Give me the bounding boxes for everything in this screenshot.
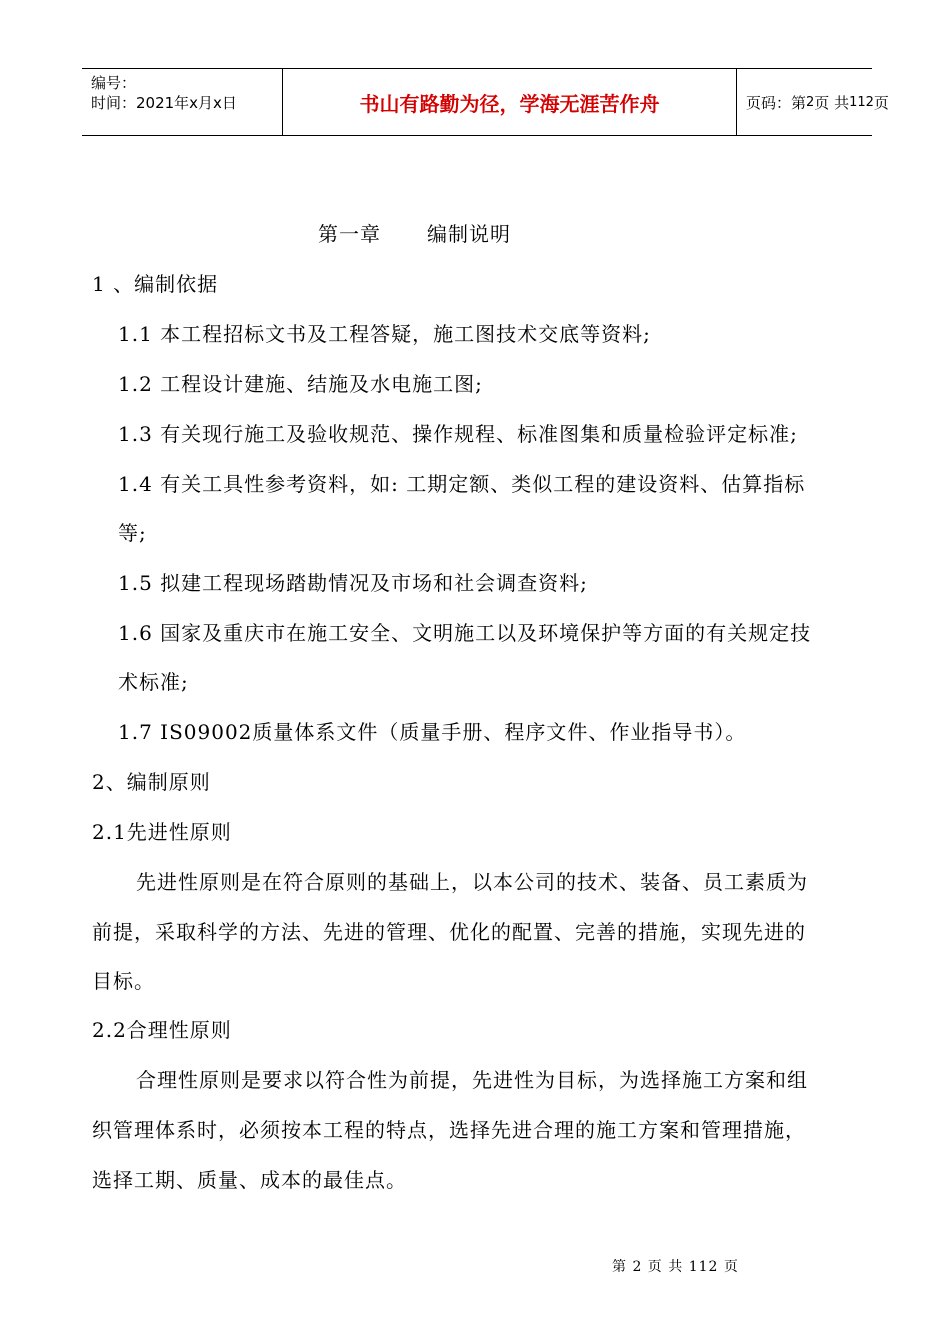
- list-item-continuation: 等;: [118, 521, 147, 545]
- paragraph-line: 先进性原则是在符合原则的基础上，以本公司的技术、装备、员工素质为: [136, 870, 808, 894]
- list-item-continuation: 术标准;: [118, 670, 189, 694]
- paragraph-line: 前提，采取科学的方法、先进的管理、优化的配置、完善的措施，实现先进的: [92, 920, 806, 944]
- header-info-cell: [82, 69, 283, 135]
- document-number-label: 编号：: [91, 74, 137, 92]
- chapter-title: 编制说明: [427, 222, 511, 246]
- list-item: 1.3 有关现行施工及验收规范、操作规程、标准图集和质量检验评定标准;: [118, 422, 798, 446]
- paragraph-line: 合理性原则是要求以符合性为前提，先进性为目标，为选择施工方案和组: [136, 1068, 808, 1092]
- header-page-indicator: [737, 69, 889, 135]
- list-item: 1.4 有关工具性参考资料，如: 工期定额、类似工程的建设资料、估算指标: [118, 472, 806, 496]
- page-label-mid: 页 共: [814, 93, 850, 112]
- section-heading: 2、编制原则: [92, 770, 211, 794]
- page-current-number: 2: [806, 94, 815, 110]
- list-item: 1.2 工程设计建施、结施及水电施工图;: [118, 372, 483, 396]
- list-item: 1.7 IS09002质量体系文件（质量手册、程序文件、作业指导书）。: [118, 720, 747, 744]
- page-footer: 第 2 页 共 112 页: [612, 1259, 739, 1275]
- chapter-heading: [318, 220, 511, 248]
- section-heading: 1 、编制依据: [92, 272, 219, 296]
- header-motto: 书山有路勤为径，学海无涯苦作舟: [283, 69, 737, 135]
- page-label-prefix: 页码：第: [746, 93, 807, 112]
- document-date-label: 时间：2021年x月x日: [91, 94, 237, 112]
- chapter-number: 第一章: [318, 222, 381, 246]
- paragraph-line: 选择工期、质量、成本的最佳点。: [92, 1168, 407, 1192]
- paragraph-line: 目标。: [92, 969, 155, 993]
- page-total-number: 112: [849, 94, 874, 110]
- subsection-heading: 2.2合理性原则: [92, 1018, 232, 1042]
- page-header: [82, 68, 889, 136]
- page-label-suffix: 页: [873, 93, 889, 112]
- list-item: 1.1 本工程招标文书及工程答疑，施工图技术交底等资料;: [118, 322, 651, 346]
- paragraph-line: 织管理体系时，必须按本工程的特点，选择先进合理的施工方案和管理措施，: [92, 1118, 806, 1142]
- subsection-heading: 2.1先进性原则: [92, 820, 232, 844]
- list-item: 1.6 国家及重庆市在施工安全、文明施工以及环境保护等方面的有关规定技: [118, 621, 812, 645]
- list-item: 1.5 拟建工程现场踏勘情况及市场和社会调查资料;: [118, 571, 588, 595]
